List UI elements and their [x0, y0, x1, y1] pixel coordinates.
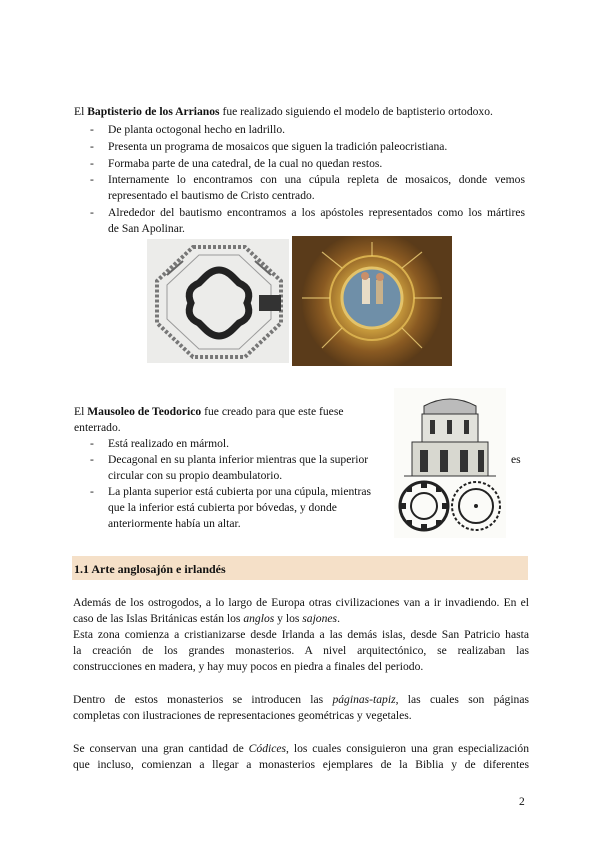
body-line: caso de las Islas Británicas están los anglos y los sajones. [73, 612, 340, 625]
body-line: construcciones en madera, y hay muy pocos en piedra a finales del periodo. [73, 660, 424, 673]
bullet-dash: - [90, 453, 94, 466]
baptisterio-bullet-cont: de San Apolinar. [108, 222, 185, 235]
body-line: completas con ilustraciones de representaciones geométricas y vegetales. [73, 709, 412, 722]
body-line: Dentro de estos monasterios se introducen las páginas-tapiz, las cuales son páginas [73, 693, 529, 706]
baptisterio-bullet-cont: representado el bautismo de Cristo centrado. [108, 189, 315, 202]
mausoleo-bullet: Está realizado en mármol. [108, 437, 230, 450]
codices-term: Códices [248, 742, 287, 755]
baptisterio-bullet: De planta octogonal hecho en ladrillo. [108, 123, 286, 136]
body-line: Esta zona comienza a cristianizarse desde Irlanda a las demás islas, desde San Patricio hasta [73, 628, 529, 641]
bullet-dash: - [90, 437, 94, 450]
mausoleo-bullet: La planta superior está cubierta por una cúpula, mientras [108, 485, 372, 498]
bullet-dash: - [90, 206, 94, 219]
bullet-dash: - [90, 123, 94, 136]
mausoleo-text-fragment: es [511, 453, 521, 466]
paginas-tapiz-term: páginas-tapiz [332, 693, 396, 706]
sajones-term: sajones [302, 612, 338, 625]
section-heading: 1.1 Arte anglosajón e irlandés [74, 562, 226, 576]
mausoleo-bullet-cont: circular con su propio deambulatorio. [108, 469, 283, 482]
page-number: 2 [519, 796, 525, 808]
bullet-dash: - [90, 485, 94, 498]
body-line: Se conservan una gran cantidad de Códices, los cuales consiguieron una gran especialización [73, 742, 529, 755]
baptisterio-dome-mosaic-image [292, 236, 452, 366]
body-line: la creación de los grandes monasterios. A nivel arquitectónico, se realizaban las [73, 644, 529, 657]
baptisterio-bullet: Presenta un programa de mosaicos que siguen la tradición paleocristiana. [108, 140, 448, 153]
body-line: que incluso, comienzan a llegar a monasterios ejemplares de la Biblia y de diferentes [73, 758, 529, 771]
baptisterio-floor-plan-image [147, 239, 289, 363]
baptisterio-intro: El Baptisterio de los Arrianos fue realizado siguiendo el modelo de baptisterio ortodoxo. [74, 105, 493, 118]
baptisterio-title: Baptisterio de los Arrianos [87, 105, 220, 118]
anglos-term: anglos [243, 612, 275, 625]
mausoleo-bullet-cont: anteriormente había un altar. [108, 517, 241, 530]
body-line: Además de los ostrogodos, a lo largo de Europa otras civilizaciones van a ir invadiendo. En el [73, 596, 529, 609]
baptisterio-bullet: Alrededor del bautismo encontramos a los apóstoles representados como los mártires [108, 206, 525, 219]
mausoleo-bullet-cont: que la inferior está cubierta por bóvedas, y donde [108, 501, 337, 514]
mausoleo-bullet: Decagonal en su planta inferior mientras que la superior [108, 453, 369, 466]
baptisterio-bullet: Formaba parte de una catedral, de la cual no quedan restos. [108, 157, 383, 170]
mausoleo-intro-cont: enterrado. [74, 421, 121, 434]
baptisterio-bullet: Internamente lo encontramos con una cúpula repleta de mosaicos, donde vemos [108, 173, 525, 186]
mausoleo-title: Mausoleo de Teodorico [87, 405, 202, 418]
bullet-dash: - [90, 157, 94, 170]
bullet-dash: - [90, 140, 94, 153]
mausoleo-drawing-image [394, 388, 506, 538]
mausoleo-intro: El Mausoleo de Teodorico fue creado para que este fuese [74, 405, 344, 418]
bullet-dash: - [90, 173, 94, 186]
